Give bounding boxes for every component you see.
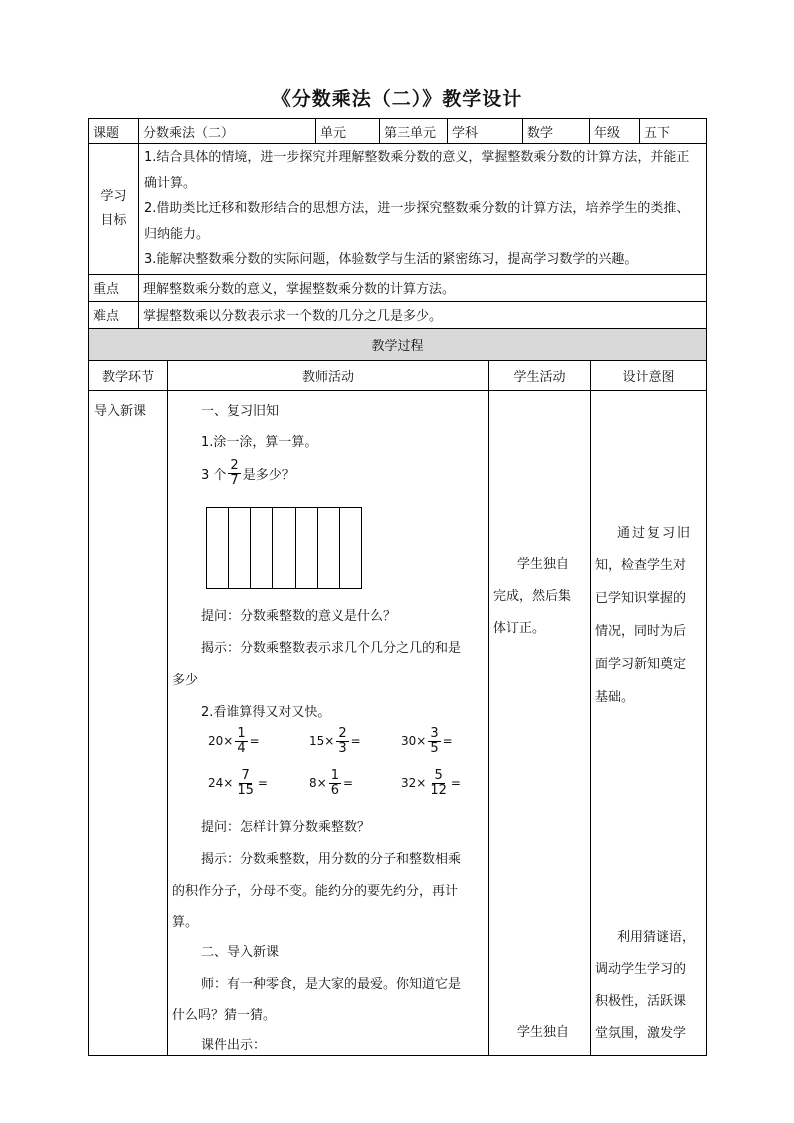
process-section-title: 教学过程: [89, 328, 707, 360]
fraction: $\frac{2}{7}$: [230, 458, 239, 488]
unit-value: 第三单元: [380, 119, 448, 144]
math-expression: 8 × $\frac{1}{6}$ =: [309, 768, 354, 798]
math-expression: 24 × $\frac{7}{15}$ =: [208, 768, 268, 798]
question-1: 1.涂一涂，算一算。: [201, 435, 318, 450]
math-expression: 20 × $\frac{1}{4}$ =: [208, 726, 260, 756]
intent-text: 知，检查学生对: [595, 558, 687, 573]
key-point-label: 重点: [89, 274, 139, 301]
question-1-detail: 3 个 $\frac{2}{7}$ 是多少？: [201, 458, 295, 488]
intent-text: 基础。: [595, 690, 635, 705]
intent-text: 面学习新知奠定: [595, 657, 687, 672]
question-2: 2.看谁算得又对又快。: [201, 705, 331, 720]
reveal-meaning-cont: 多少: [172, 673, 199, 688]
teacher-activity-cell: [168, 391, 489, 1056]
student-activity-cell: [489, 391, 591, 1056]
reveal-meaning: 揭示：分数乘整数表示求几个几分之几的和是: [201, 641, 462, 656]
seven-part-strip-diagram: [206, 507, 362, 589]
intent-text: 调动学生学习的: [595, 962, 687, 977]
header-student-activity: 学生活动: [489, 361, 591, 391]
design-intent-cell: [591, 391, 707, 1056]
teacher-talk-cont: 什么吗？猜一猜。: [172, 1008, 277, 1023]
goals-label: 学习目标: [89, 144, 139, 275]
intent-text: 已学知识掌握的: [595, 591, 687, 606]
document-title: 《分数乘法（二）》教学设计: [271, 88, 523, 110]
goal-item: 1.结合具体的情境，进一步探究并理解整数乘分数的意义，掌握整数乘分数的计算方法，并能正确计算。: [144, 150, 690, 191]
student-activity-text: 学生独自: [517, 557, 570, 572]
grade-label: 年级: [590, 119, 640, 144]
goals-content: [139, 144, 707, 275]
intent-text: 堂氛围，激发学: [595, 1026, 687, 1041]
student-activity-text: 完成，然后集: [493, 589, 572, 604]
intent-text: 情况，同时为后: [595, 624, 687, 639]
intent-text: 通过复习旧: [617, 526, 693, 541]
stage-name: 导入新课: [94, 404, 147, 419]
subject-value: 数学: [523, 119, 590, 144]
intent-text: 利用猜谜语，: [617, 930, 696, 945]
difficulty-value: 掌握整数乘以分数表示求一个数的几分之几是多少。: [139, 301, 707, 328]
goal-item: 2.借助类比迁移和数形结合的思想方法，进一步探究整数乘分数的计算方法，培养学生的类推、归纳能力。: [144, 201, 690, 242]
topic-label: 课题: [89, 119, 139, 144]
math-expression: 30 × $\frac{3}{5}$ =: [401, 726, 453, 756]
review-heading: 一、复习旧知: [201, 404, 280, 419]
question-method: 提问：怎样计算分数乘整数？: [201, 820, 371, 835]
student-activity-text: 学生独自: [517, 1025, 570, 1040]
header-stage: 教学环节: [89, 361, 168, 391]
teaching-process-table: [88, 360, 707, 1056]
grade-value: 五下: [640, 119, 707, 144]
new-lesson-heading: 二、导入新课: [201, 945, 280, 960]
goal-item: 3.能解决整数乘分数的实际问题，体验数学与生活的紧密练习，提高学习数学的兴趣。: [144, 252, 638, 267]
topic-value: 分数乘法（二）: [139, 119, 316, 144]
reveal-method-cont: 的积作分子，分母不变。能约分的要先约分，再计: [172, 884, 459, 899]
intent-text: 积极性，活跃课: [595, 994, 687, 1009]
unit-label: 单元: [316, 119, 380, 144]
lesson-info-table: [88, 118, 707, 361]
teacher-talk: 师：有一种零食，是大家的最爱。你知道它是: [201, 977, 462, 992]
reveal-method-end: 算。: [172, 915, 199, 930]
difficulty-label: 难点: [89, 301, 139, 328]
courseware-show: 课件出示：: [201, 1038, 267, 1053]
stage-cell: [89, 391, 168, 1056]
header-design-intent: 设计意图: [591, 361, 707, 391]
subject-label: 学科: [448, 119, 523, 144]
student-activity-text: 体订正。: [493, 621, 546, 636]
reveal-method: 揭示：分数乘整数，用分数的分子和整数相乘: [201, 852, 462, 867]
math-expression: 15 × $\frac{2}{3}$ =: [309, 726, 361, 756]
math-expression: 32 × $\frac{5}{12}$ =: [401, 768, 461, 798]
question-meaning: 提问：分数乘整数的意义是什么？: [201, 609, 397, 624]
key-point-value: 理解整数乘分数的意义，掌握整数乘分数的计算方法。: [139, 274, 707, 301]
header-teacher-activity: 教师活动: [168, 361, 489, 391]
